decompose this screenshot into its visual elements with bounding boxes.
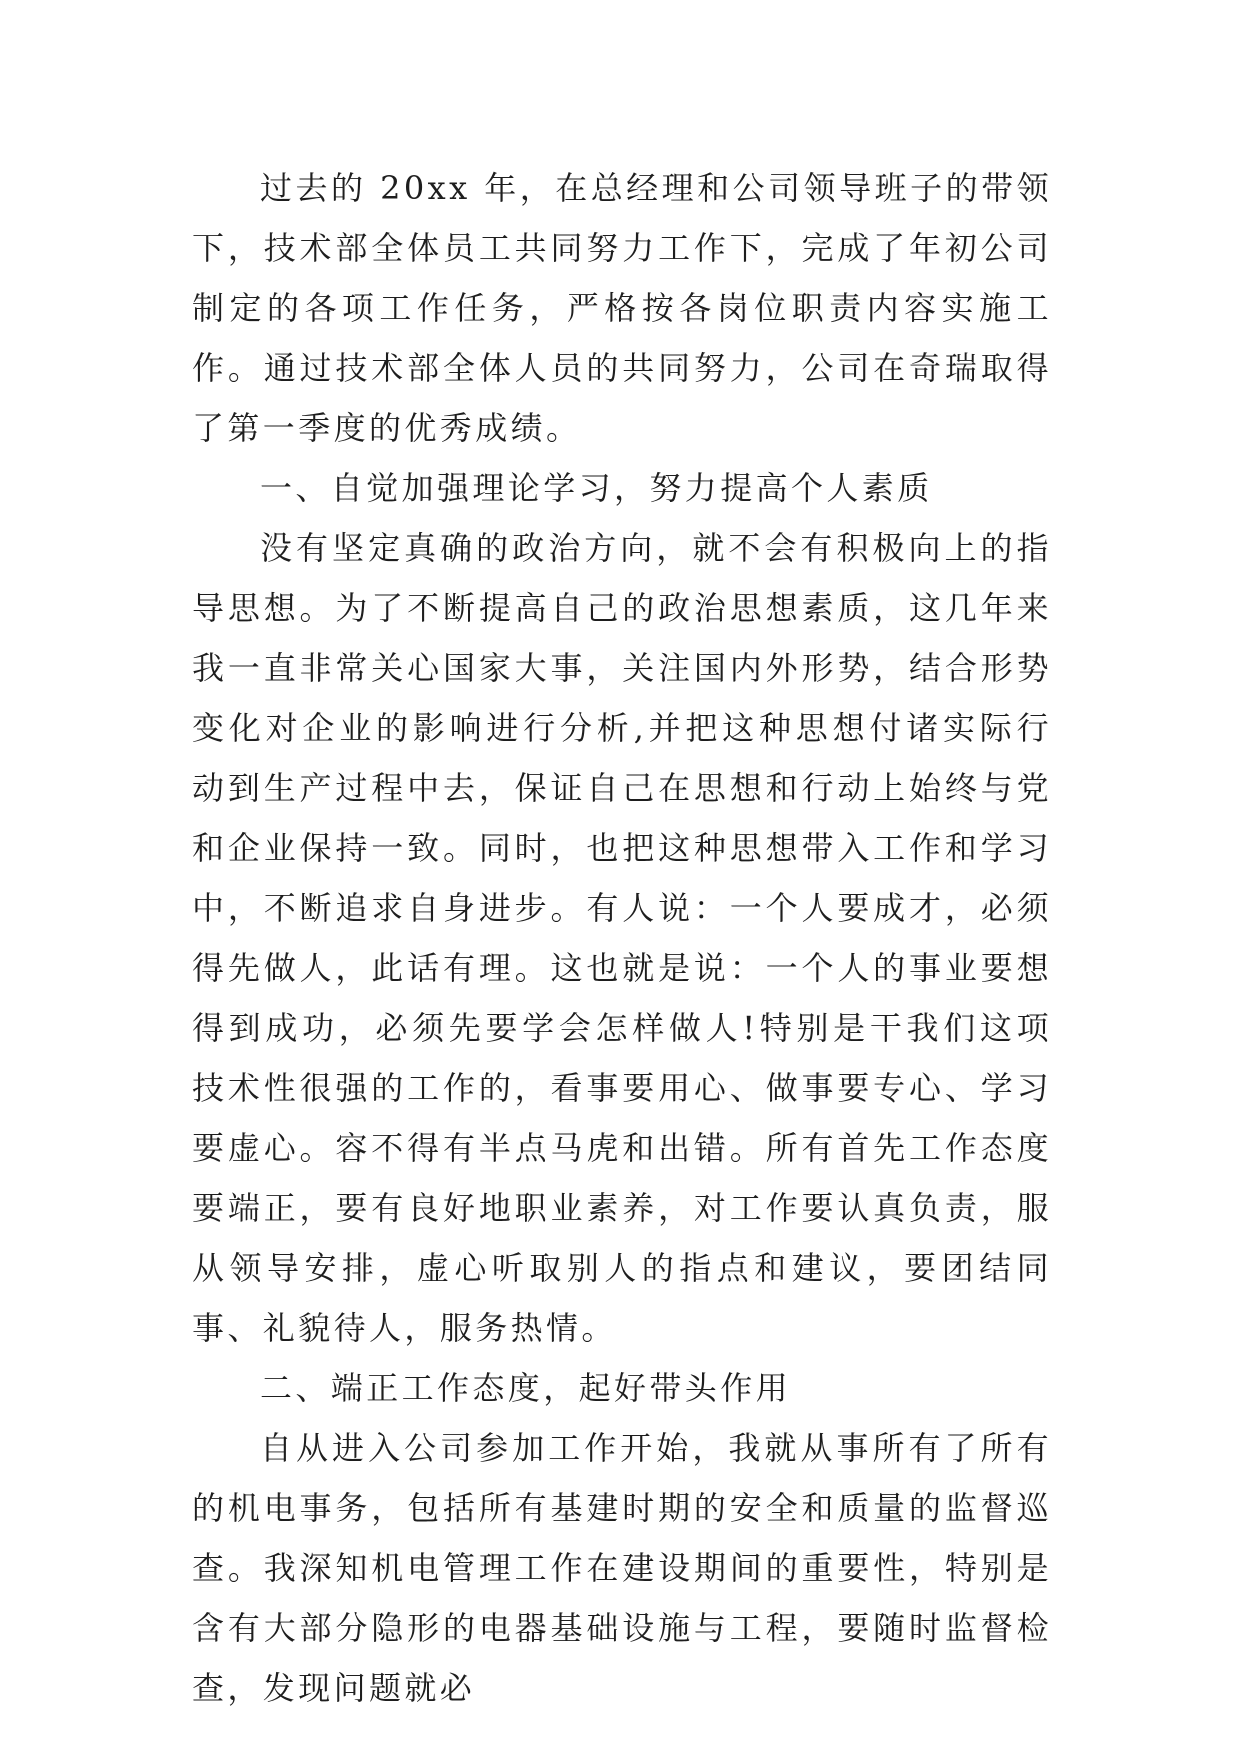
section-heading-1: 一、自觉加强理论学习，努力提高个人素质 <box>260 469 933 507</box>
section-1-paragraph: 没有坚定真确的政治方向，就不会有积极向上的指导思想。为了不断提高自己的政治思想素质，这几年来我一直非常关心国家大事，关注国内外形势，结合形势变化对企业的影响进行分析,并把这种思想付诸实际行动到生产过程中去，保证自己在思想和行动上始终与党和企业保持一致。同时，也把这种思想带入工作和学习中，不断追求自身进步。有人说：一个人要成才，必须得先做人，此话有理。这也就是说：一个人的事业要想得到成功，必须先要学会怎样做人!特别是干我们这项技术性很强的工作的，看事要用心、做事要专心、学习要虚心。容不得有半点马虎和出错。所有首先工作态度要端正，要有良好地职业素养，对工作要认真负责，服从领导安排，虚心听取别人的指点和建议，要团结同事、礼貌待人，服务热情。 <box>192 529 1052 1347</box>
intro-paragraph: 过去的 20xx 年，在总经理和公司领导班子的带领下，技术部全体员工共同努力工作下，完成了年初公司制定的各项工作任务，严格按各岗位职责内容实施工作。通过技术部全体人员的共同努力，公司在奇瑞取得了第一季度的优秀成绩。 <box>192 169 1052 447</box>
section-heading-2: 二、端正工作态度，起好带头作用 <box>260 1369 792 1407</box>
document-body <box>192 158 1052 1718</box>
section-2-paragraph: 自从进入公司参加工作开始，我就从事所有了所有的机电事务，包括所有基建时期的安全和质量的监督巡查。我深知机电管理工作在建设期间的重要性，特别是含有大部分隐形的电器基础设施与工程，要随时监督检查，发现问题就必 <box>192 1429 1052 1707</box>
